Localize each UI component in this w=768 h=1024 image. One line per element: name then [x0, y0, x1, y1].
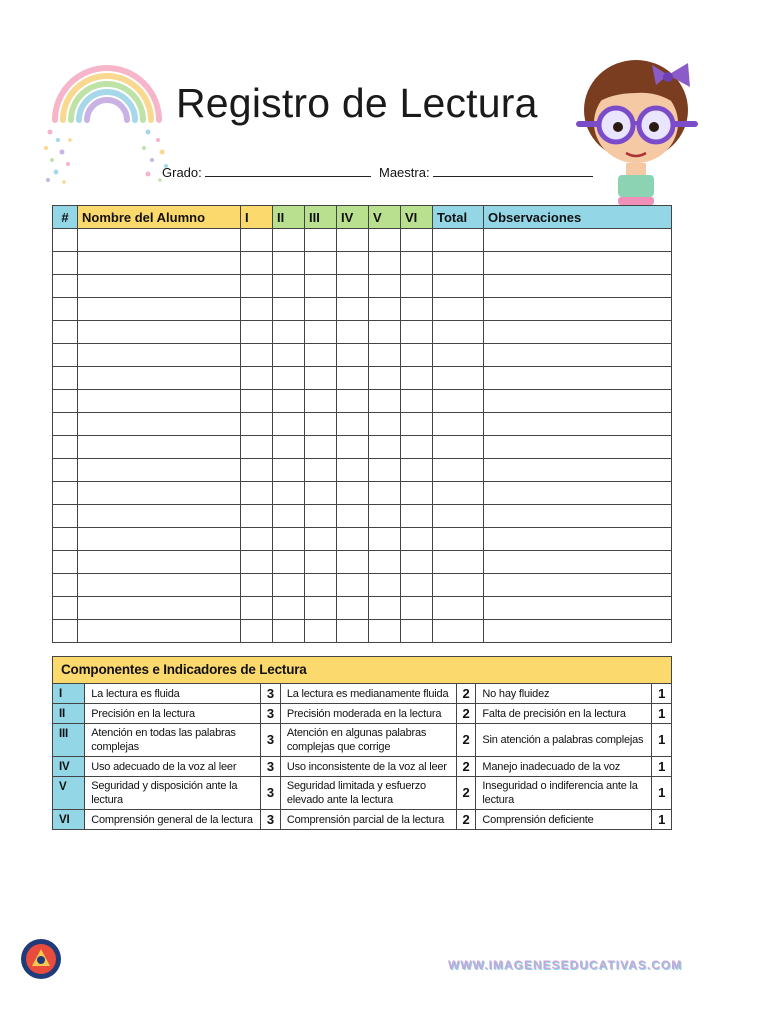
table-cell[interactable]: [401, 528, 433, 551]
table-cell[interactable]: [337, 482, 369, 505]
table-cell[interactable]: [337, 367, 369, 390]
level-2-score: 2: [456, 704, 476, 724]
indicator-row: [53, 724, 672, 757]
table-cell[interactable]: [53, 344, 78, 367]
table-cell[interactable]: [337, 528, 369, 551]
table-cell[interactable]: [78, 482, 241, 505]
table-cell[interactable]: [484, 275, 672, 298]
table-cell[interactable]: [337, 413, 369, 436]
table-cell[interactable]: [241, 459, 273, 482]
table-cell[interactable]: [241, 551, 273, 574]
table-cell[interactable]: [241, 229, 273, 252]
level-1-description: Sin atención a palabras complejas: [476, 724, 652, 757]
level-2-score: 2: [456, 777, 476, 810]
table-cell[interactable]: [53, 229, 78, 252]
table-row: [53, 229, 672, 252]
level-3-description: La lectura es fluida: [85, 684, 261, 704]
table-cell[interactable]: [337, 597, 369, 620]
table-cell[interactable]: [78, 367, 241, 390]
table-cell[interactable]: [78, 229, 241, 252]
table-cell[interactable]: [305, 528, 337, 551]
table-row: [53, 298, 672, 321]
table-cell[interactable]: [401, 229, 433, 252]
table-row: [53, 413, 672, 436]
col-iv: IV: [337, 206, 369, 229]
table-cell[interactable]: [337, 275, 369, 298]
table-cell[interactable]: [433, 390, 484, 413]
table-cell[interactable]: [305, 298, 337, 321]
rainbow-icon: [40, 60, 175, 195]
table-cell[interactable]: [53, 459, 78, 482]
table-cell[interactable]: [484, 229, 672, 252]
table-cell[interactable]: [369, 298, 401, 321]
level-3-score: 3: [261, 757, 281, 777]
table-cell[interactable]: [433, 321, 484, 344]
table-cell[interactable]: [273, 321, 305, 344]
table-cell[interactable]: [369, 505, 401, 528]
table-cell[interactable]: [484, 574, 672, 597]
table-cell[interactable]: [337, 436, 369, 459]
level-2-description: Atención en algunas palabras complejas que corrige: [280, 724, 456, 757]
table-cell[interactable]: [484, 597, 672, 620]
table-cell[interactable]: [369, 551, 401, 574]
table-cell[interactable]: [401, 321, 433, 344]
table-cell[interactable]: [433, 597, 484, 620]
table-cell[interactable]: [484, 413, 672, 436]
table-cell[interactable]: [305, 620, 337, 643]
table-cell[interactable]: [401, 505, 433, 528]
indicator-id: II: [53, 704, 85, 724]
level-2-score: 2: [456, 757, 476, 777]
table-cell[interactable]: [401, 620, 433, 643]
table-cell[interactable]: [78, 298, 241, 321]
table-cell[interactable]: [369, 390, 401, 413]
table-cell[interactable]: [305, 482, 337, 505]
table-cell[interactable]: [369, 275, 401, 298]
table-row: [53, 367, 672, 390]
level-3-score: 3: [261, 810, 281, 830]
indicator-id: I: [53, 684, 85, 704]
col-student-name: Nombre del Alumno: [78, 206, 241, 229]
table-cell[interactable]: [369, 344, 401, 367]
table-cell[interactable]: [53, 528, 78, 551]
table-cell[interactable]: [53, 275, 78, 298]
level-3-score: 3: [261, 684, 281, 704]
table-row: [53, 275, 672, 298]
table-cell[interactable]: [305, 390, 337, 413]
table-cell[interactable]: [241, 597, 273, 620]
table-cell[interactable]: [305, 597, 337, 620]
level-3-description: Seguridad y disposición ante la lectura: [85, 777, 261, 810]
indicator-id: IV: [53, 757, 85, 777]
table-cell[interactable]: [53, 390, 78, 413]
table-cell[interactable]: [273, 505, 305, 528]
table-cell[interactable]: [273, 597, 305, 620]
level-1-score: 1: [652, 777, 672, 810]
col-ii: II: [273, 206, 305, 229]
table-cell[interactable]: [241, 620, 273, 643]
table-cell[interactable]: [484, 298, 672, 321]
table-cell[interactable]: [369, 528, 401, 551]
indicator-row: [53, 777, 672, 810]
table-cell[interactable]: [53, 551, 78, 574]
table-cell[interactable]: [53, 367, 78, 390]
table-cell[interactable]: [78, 551, 241, 574]
table-cell[interactable]: [53, 482, 78, 505]
table-cell[interactable]: [401, 574, 433, 597]
page-title: Registro de Lectura: [176, 80, 538, 126]
table-row: [53, 321, 672, 344]
table-cell[interactable]: [273, 436, 305, 459]
table-cell[interactable]: [305, 505, 337, 528]
indicator-row: [53, 810, 672, 830]
indicator-id: V: [53, 777, 85, 810]
maestra-label: Maestra:: [379, 165, 430, 180]
table-cell[interactable]: [241, 344, 273, 367]
col-vi: VI: [401, 206, 433, 229]
table-cell[interactable]: [369, 459, 401, 482]
table-cell[interactable]: [241, 367, 273, 390]
table-row: [53, 574, 672, 597]
table-cell[interactable]: [401, 298, 433, 321]
table-cell[interactable]: [78, 620, 241, 643]
indicators-heading: Componentes e Indicadores de Lectura: [53, 657, 672, 684]
table-cell[interactable]: [433, 367, 484, 390]
table-row: [53, 436, 672, 459]
level-3-score: 3: [261, 724, 281, 757]
level-1-description: Inseguridad o indiferencia ante la lectura: [476, 777, 652, 810]
table-cell[interactable]: [78, 436, 241, 459]
level-2-description: La lectura es medianamente fluida: [280, 684, 456, 704]
level-1-description: Comprensión deficiente: [476, 810, 652, 830]
level-2-description: Comprensión parcial de la lectura: [280, 810, 456, 830]
table-cell[interactable]: [53, 620, 78, 643]
table-cell[interactable]: [369, 436, 401, 459]
table-row: [53, 252, 672, 275]
table-cell[interactable]: [369, 574, 401, 597]
table-cell[interactable]: [433, 620, 484, 643]
level-2-description: Seguridad limitada y esfuerzo elevado ante la lectura: [280, 777, 456, 810]
table-cell[interactable]: [484, 367, 672, 390]
table-cell[interactable]: [369, 367, 401, 390]
indicator-row: [53, 757, 672, 777]
table-cell[interactable]: [433, 229, 484, 252]
table-cell[interactable]: [401, 413, 433, 436]
level-1-score: 1: [652, 810, 672, 830]
indicator-row: [53, 684, 672, 704]
level-3-description: Comprensión general de la lectura: [85, 810, 261, 830]
table-row: [53, 551, 672, 574]
table-cell[interactable]: [484, 344, 672, 367]
table-cell[interactable]: [401, 551, 433, 574]
roster-header-row: [53, 206, 672, 229]
table-cell[interactable]: [241, 482, 273, 505]
table-cell[interactable]: [369, 597, 401, 620]
table-cell[interactable]: [273, 390, 305, 413]
footer-website[interactable]: WWW.IMAGENESEDUCATIVAS.COM: [448, 958, 683, 972]
table-cell[interactable]: [401, 597, 433, 620]
level-1-score: 1: [652, 684, 672, 704]
table-cell[interactable]: [78, 344, 241, 367]
level-1-score: 1: [652, 704, 672, 724]
table-cell[interactable]: [484, 390, 672, 413]
table-cell[interactable]: [337, 252, 369, 275]
table-cell[interactable]: [273, 275, 305, 298]
table-cell[interactable]: [53, 597, 78, 620]
col-observations: Observaciones: [484, 206, 672, 229]
table-cell[interactable]: [433, 459, 484, 482]
level-1-score: 1: [652, 724, 672, 757]
table-cell[interactable]: [241, 528, 273, 551]
table-cell[interactable]: [78, 321, 241, 344]
table-cell[interactable]: [369, 413, 401, 436]
table-cell[interactable]: [484, 528, 672, 551]
table-cell[interactable]: [401, 482, 433, 505]
level-2-description: Uso inconsistente de la voz al leer: [280, 757, 456, 777]
table-cell[interactable]: [273, 574, 305, 597]
table-cell[interactable]: [305, 436, 337, 459]
table-row: [53, 459, 672, 482]
col-number: #: [53, 206, 78, 229]
table-cell[interactable]: [53, 252, 78, 275]
table-cell[interactable]: [433, 275, 484, 298]
table-cell[interactable]: [305, 574, 337, 597]
table-cell[interactable]: [337, 620, 369, 643]
table-cell[interactable]: [484, 436, 672, 459]
table-cell[interactable]: [305, 321, 337, 344]
indicator-row: [53, 704, 672, 724]
table-cell[interactable]: [484, 482, 672, 505]
level-2-score: 2: [456, 684, 476, 704]
table-cell[interactable]: [433, 344, 484, 367]
table-cell[interactable]: [78, 505, 241, 528]
table-row: [53, 390, 672, 413]
table-cell[interactable]: [241, 574, 273, 597]
table-cell[interactable]: [433, 482, 484, 505]
table-cell[interactable]: [78, 597, 241, 620]
table-cell[interactable]: [337, 344, 369, 367]
table-cell[interactable]: [337, 321, 369, 344]
col-iii: III: [305, 206, 337, 229]
table-cell[interactable]: [53, 298, 78, 321]
table-cell[interactable]: [273, 528, 305, 551]
level-1-description: Falta de precisión en la lectura: [476, 704, 652, 724]
site-logo-icon: [20, 938, 62, 980]
table-cell[interactable]: [241, 413, 273, 436]
table-cell[interactable]: [241, 436, 273, 459]
table-cell[interactable]: [273, 252, 305, 275]
reading-indicators-table: [52, 656, 672, 830]
table-cell[interactable]: [337, 229, 369, 252]
table-cell[interactable]: [484, 551, 672, 574]
table-cell[interactable]: [484, 252, 672, 275]
level-3-description: Uso adecuado de la voz al leer: [85, 757, 261, 777]
table-cell[interactable]: [433, 528, 484, 551]
table-cell[interactable]: [305, 229, 337, 252]
table-cell[interactable]: [273, 413, 305, 436]
table-cell[interactable]: [241, 252, 273, 275]
table-cell[interactable]: [53, 321, 78, 344]
table-cell[interactable]: [337, 459, 369, 482]
table-cell[interactable]: [337, 574, 369, 597]
table-cell[interactable]: [305, 551, 337, 574]
table-cell[interactable]: [337, 505, 369, 528]
table-cell[interactable]: [337, 298, 369, 321]
table-cell[interactable]: [53, 413, 78, 436]
table-cell[interactable]: [78, 528, 241, 551]
table-cell[interactable]: [337, 551, 369, 574]
table-cell[interactable]: [369, 620, 401, 643]
table-cell[interactable]: [78, 413, 241, 436]
table-cell[interactable]: [273, 298, 305, 321]
level-3-score: 3: [261, 704, 281, 724]
table-cell[interactable]: [78, 252, 241, 275]
table-cell[interactable]: [241, 321, 273, 344]
table-cell[interactable]: [401, 275, 433, 298]
maestra-blank[interactable]: [433, 166, 593, 177]
table-row: [53, 620, 672, 643]
table-cell[interactable]: [241, 298, 273, 321]
table-cell[interactable]: [401, 367, 433, 390]
table-cell[interactable]: [433, 298, 484, 321]
table-cell[interactable]: [401, 390, 433, 413]
col-i: I: [241, 206, 273, 229]
indicator-id: III: [53, 724, 85, 757]
table-cell[interactable]: [401, 459, 433, 482]
table-cell[interactable]: [53, 505, 78, 528]
table-cell[interactable]: [305, 367, 337, 390]
table-row: [53, 344, 672, 367]
grado-label: Grado:: [162, 165, 202, 180]
table-cell[interactable]: [273, 482, 305, 505]
level-1-description: Manejo inadecuado de la voz: [476, 757, 652, 777]
level-1-description: No hay fluidez: [476, 684, 652, 704]
table-cell[interactable]: [433, 505, 484, 528]
level-2-description: Precisión moderada en la lectura: [280, 704, 456, 724]
table-cell[interactable]: [337, 390, 369, 413]
table-cell[interactable]: [273, 229, 305, 252]
table-cell[interactable]: [484, 505, 672, 528]
table-cell[interactable]: [369, 321, 401, 344]
table-cell[interactable]: [305, 344, 337, 367]
table-cell[interactable]: [78, 275, 241, 298]
table-cell[interactable]: [53, 436, 78, 459]
table-cell[interactable]: [273, 459, 305, 482]
table-row: [53, 482, 672, 505]
level-2-score: 2: [456, 724, 476, 757]
table-cell[interactable]: [273, 551, 305, 574]
table-cell[interactable]: [369, 229, 401, 252]
col-total: Total: [433, 206, 484, 229]
table-cell[interactable]: [273, 620, 305, 643]
level-3-score: 3: [261, 777, 281, 810]
student-roster-table: [52, 205, 672, 643]
table-cell[interactable]: [484, 321, 672, 344]
table-cell[interactable]: [78, 390, 241, 413]
table-cell[interactable]: [53, 574, 78, 597]
table-cell[interactable]: [305, 275, 337, 298]
indicator-id: VI: [53, 810, 85, 830]
table-cell[interactable]: [305, 459, 337, 482]
table-cell[interactable]: [78, 459, 241, 482]
table-cell[interactable]: [241, 505, 273, 528]
col-v: V: [369, 206, 401, 229]
table-cell[interactable]: [369, 482, 401, 505]
table-cell[interactable]: [484, 620, 672, 643]
table-cell[interactable]: [401, 436, 433, 459]
table-row: [53, 505, 672, 528]
table-cell[interactable]: [433, 574, 484, 597]
table-row: [53, 597, 672, 620]
table-cell[interactable]: [433, 252, 484, 275]
table-cell[interactable]: [241, 275, 273, 298]
table-row: [53, 528, 672, 551]
table-cell[interactable]: [401, 252, 433, 275]
level-1-score: 1: [652, 757, 672, 777]
table-cell[interactable]: [305, 252, 337, 275]
table-cell[interactable]: [305, 413, 337, 436]
level-3-description: Atención en todas las palabras complejas: [85, 724, 261, 757]
table-cell[interactable]: [369, 252, 401, 275]
level-3-description: Precisión en la lectura: [85, 704, 261, 724]
level-2-score: 2: [456, 810, 476, 830]
girl-with-glasses-illustration: [570, 55, 705, 210]
table-cell[interactable]: [273, 367, 305, 390]
table-cell[interactable]: [433, 413, 484, 436]
grado-blank[interactable]: [205, 166, 371, 177]
table-cell[interactable]: [78, 574, 241, 597]
table-cell[interactable]: [241, 390, 273, 413]
table-cell[interactable]: [484, 459, 672, 482]
table-cell[interactable]: [401, 344, 433, 367]
table-cell[interactable]: [433, 436, 484, 459]
table-cell[interactable]: [433, 551, 484, 574]
table-cell[interactable]: [273, 344, 305, 367]
